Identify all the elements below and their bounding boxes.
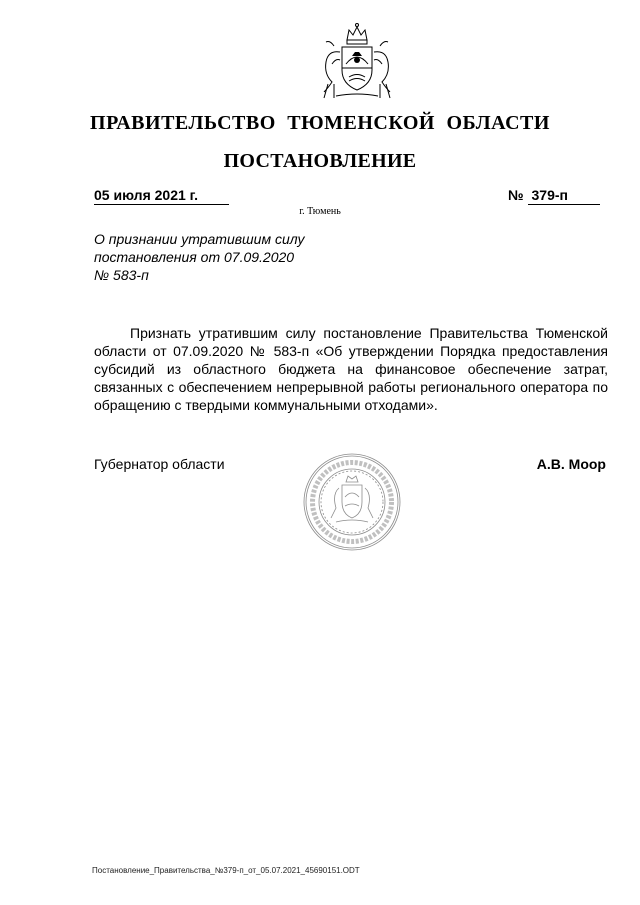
body-line: субсидий из областного бюджета на финансовое обеспечение затрат, <box>94 361 608 377</box>
subject-line: № 583-п <box>94 267 149 283</box>
document-date: 05 июля 2021 г. <box>94 187 229 205</box>
official-stamp-icon <box>302 452 402 552</box>
document-subject <box>94 230 354 284</box>
body-line: Признать утратившим силу постановление Правительства Тюменской <box>130 325 608 341</box>
body-line: области от 07.09.2020 № 583-п «Об утверждении Порядка предоставления <box>94 343 608 359</box>
number-value: 379-п <box>528 187 600 205</box>
signatory-name: А.В. Моор <box>536 456 606 472</box>
body-line: обращению с твердыми коммунальными отходами». <box>94 397 438 413</box>
body-line: связанных с обеспечением непрерывной работы регионального оператора по <box>94 379 608 395</box>
subject-line: О признании утратившим силу <box>94 231 305 247</box>
government-title: ПРАВИТЕЛЬСТВО ТЮМЕНСКОЙ ОБЛАСТИ <box>90 112 550 134</box>
resolution-text <box>94 324 608 414</box>
coat-of-arms-icon <box>314 22 400 100</box>
subject-line: постановления от 07.09.2020 <box>94 249 295 265</box>
city-label: г. Тюмень <box>299 206 341 217</box>
document-type: ПОСТАНОВЛЕНИЕ <box>223 150 417 172</box>
document-number <box>508 187 600 205</box>
number-sign: № <box>508 187 524 203</box>
footer-filename: Постановление_Правительства_№379-п_от_05.07.2021_45690151.ODT <box>92 866 360 875</box>
signatory-position: Губернатор области <box>94 456 225 472</box>
